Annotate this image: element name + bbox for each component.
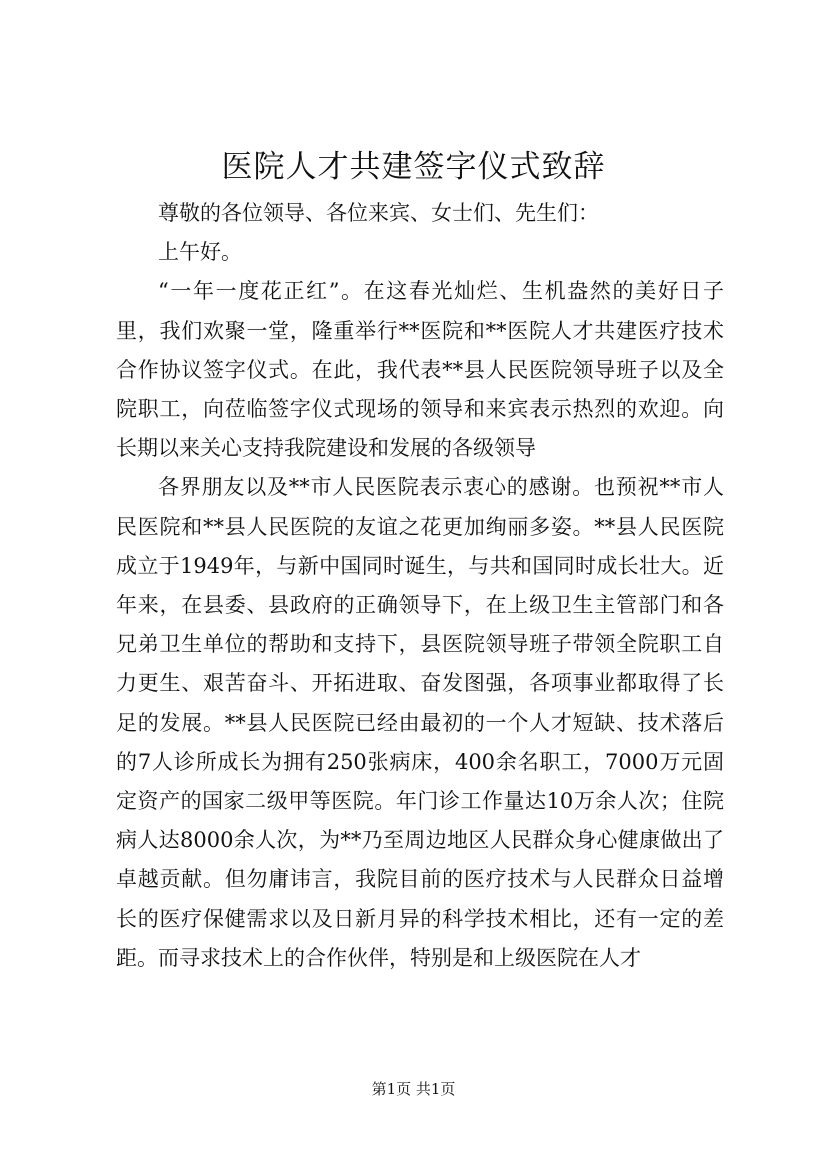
document-body bbox=[116, 194, 724, 978]
page-number-footer: 第1页 共1页 bbox=[371, 1080, 456, 1098]
welcome-paragraph: “一年一度花正红”。在这春光灿烂、生机盎然的美好日子里，我们欢聚一堂，隆重举行**医院和**医院人才共建医疗技术合作协议签字仪式。在此，我代表**县人民医院领导班子以及全院职工，向莅临签字仪式现场的领导和来宾表示热烈的欢迎。向长期以来关心支持我院建设和发展的各级领导 bbox=[116, 279, 724, 461]
greeting-paragraph: 上午好。 bbox=[158, 240, 242, 265]
document-title: 医院人才共建签字仪式致辞 bbox=[221, 149, 606, 185]
salutation-paragraph: 尊敬的各位领导、各位来宾、女士们、先生们： bbox=[158, 201, 599, 225]
hospital-history-paragraph: 各界朋友以及**市人民医院表示衷心的感谢。也预祝**市人民医院和**县人民医院的友谊之花更加绚丽多姿。**县人民医院成立于1949年，与新中国同时诞生，与共和国同时成长壮大。近年来，在县委、县政府的正确领导下，在上级卫生主管部门和各兄弟卫生单位的帮助和支持下，县医院领导班子带领全院职工自力更生、艰苦奋斗、开拓进取、奋发图强，各项事业都取得了长足的发展。**县人民医院已经由最初的一个人才短缺、技术落后的7人诊所成长为拥有250张病床，400余名职工，7000万元固定资产的国家二级甲等医院。年门诊工作量达10万余人次；住院病人达8000余人次，为**乃至周边地区人民群众身心健康做出了卓越贡献。但勿庸讳言，我院目前的医疗技术与人民群众日益增长的医疗保健需求以及日新月异的科学技术相比，还有一定的差距。而寻求技术上的合作伙伴，特别是和上级医院在人才 bbox=[116, 475, 724, 970]
